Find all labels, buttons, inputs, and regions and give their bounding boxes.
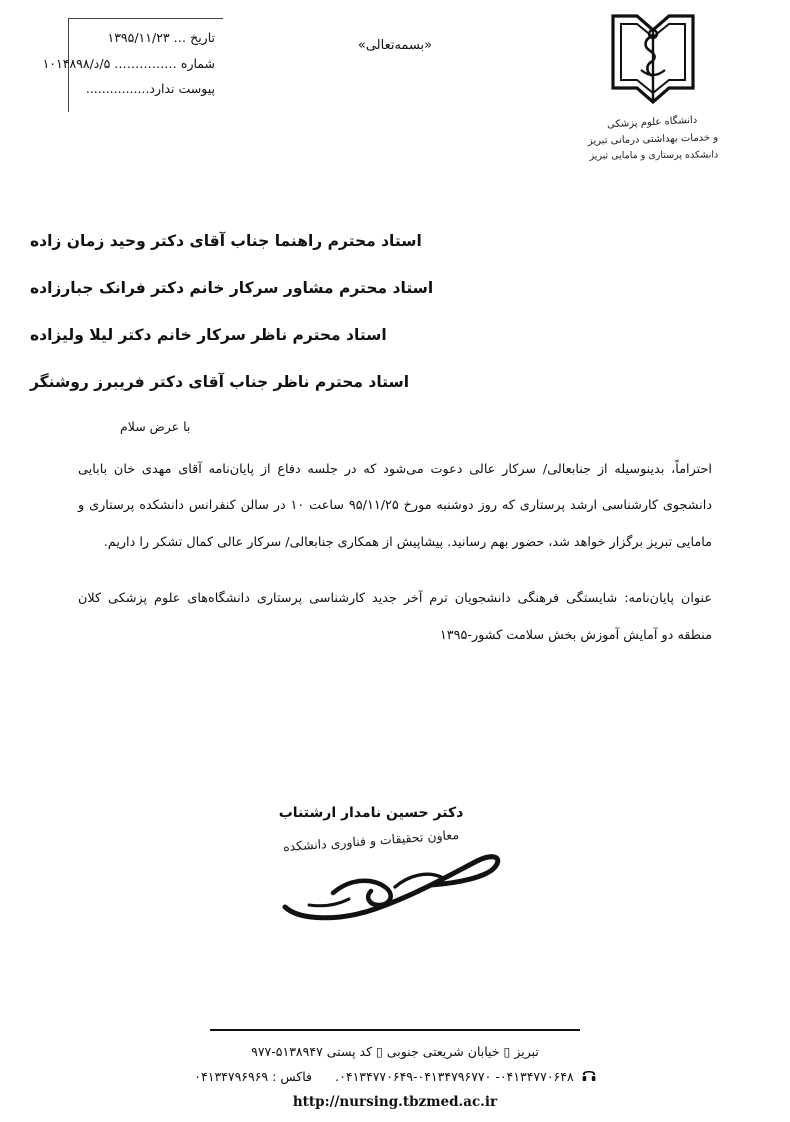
institution-logo [578, 10, 728, 164]
footer-website-link[interactable]: http://nursing.tbzmed.ac.ir [292, 1094, 498, 1110]
besmeh-tala-text: «بسمه‌تعالی» [357, 38, 433, 53]
body-paragraph-1: احتراماً، بدینوسیله از جنابعالی/ سرکار عالی دعوت می‌شود که در جلسه دفاع از پایان‌نامه آقای مهدی خان بابایی دانشجوی کارشناسی ارشد پرستاری که روز دوشنبه مورخ ۹۵/۱۱/۲۵ ساعت ۱۰ در سالن کنفرانس دانشکده پرستاری و مامایی تبریز برگزار خواهد شد، حضور بهم رسانید. پیشاپیش از همکاری جنابعالی/ سرکار عالی کمال تشکر را داریم. [78, 461, 713, 550]
signer-name: دکتر حسین نامدار ارشتناب [278, 805, 464, 821]
addressee-observer-1: استاد محترم ناظر سرکار خانم دکتر لیلا ولیزاده [30, 325, 387, 344]
number-label: شماره [180, 55, 215, 71]
addressee-advisor: استاد محترم مشاور سرکار خانم دکتر فرانک جبارزاده [30, 278, 434, 297]
addressee-supervisor: استاد محترم راهنما جناب آقای دکتر وحید زمان زاده [30, 232, 422, 250]
attachment-label: پیوست [178, 81, 215, 97]
footer-fax-label: فاکس : [272, 1068, 312, 1084]
addressee-observer-2: استاد محترم ناظر جناب آقای دکتر فریبرز روشنگر [30, 372, 410, 391]
logo-caption-line1: دانشگاه علوم پزشکی [606, 114, 698, 131]
footer-divider [210, 1029, 580, 1031]
logo-caption-line3: دانشکده پرستاری و مامایی تبریز [589, 149, 719, 162]
number-value: ۵/د/۱۰۱۴۸۹۸ [42, 55, 111, 71]
footer-contact-row [0, 1065, 790, 1091]
date-label: تاریخ [190, 30, 215, 45]
header-attachment-row [75, 76, 215, 102]
letter-header [0, 0, 790, 195]
footer-separator [316, 1072, 331, 1083]
attachment-value: ندارد................ [85, 81, 175, 97]
header-meta-box [42, 18, 223, 112]
signature-block [0, 805, 790, 945]
date-dots: ... [173, 30, 187, 45]
letter-body [0, 452, 790, 654]
body-paragraph-2-thesis-title: عنوان پایان‌نامه: شایستگی فرهنگی دانشجویان ترم آخر جدید کارشناسی پرستاری دانشگاه‌های علوم پزشکی کلان منطقه دو آمایش آموزش بخش سلامت کشور-۱۳۹۵ [78, 591, 712, 643]
handwritten-signature-icon [0, 835, 790, 929]
telephone-icon [582, 1067, 596, 1091]
footer-address: تبریز ▯ خیابان شریعتی جنوبی ▯ کد پستی ۵۱۳۸۹۴۷-۹۷۷ [251, 1044, 539, 1060]
addressee-list [0, 231, 790, 393]
number-dots: ............... [114, 55, 177, 71]
signer-title: معاون تحقیقات و فناوری دانشکده [282, 826, 460, 855]
header-number-row [42, 51, 215, 77]
logo-caption [577, 110, 729, 168]
date-value: ۱۳۹۵/۱۱/۲۳ [107, 30, 170, 45]
university-emblem-icon [607, 10, 699, 110]
footer-fax-value: ۰۴۱۳۴۷۹۶۹۶۹ [194, 1068, 269, 1084]
logo-caption-line2: و خدمات بهداشتی درمانی تبریز [587, 132, 719, 147]
salutation-text: با عرض سلام [120, 418, 191, 434]
footer-phone: ۰۴۱۳۴۷۷۰۶۴۸- ۰۴۱۳۴۷۷۰۶۴۹-۰۴۱۳۴۷۹۶۷۷۰. [335, 1068, 574, 1084]
letter-footer [0, 1029, 790, 1110]
